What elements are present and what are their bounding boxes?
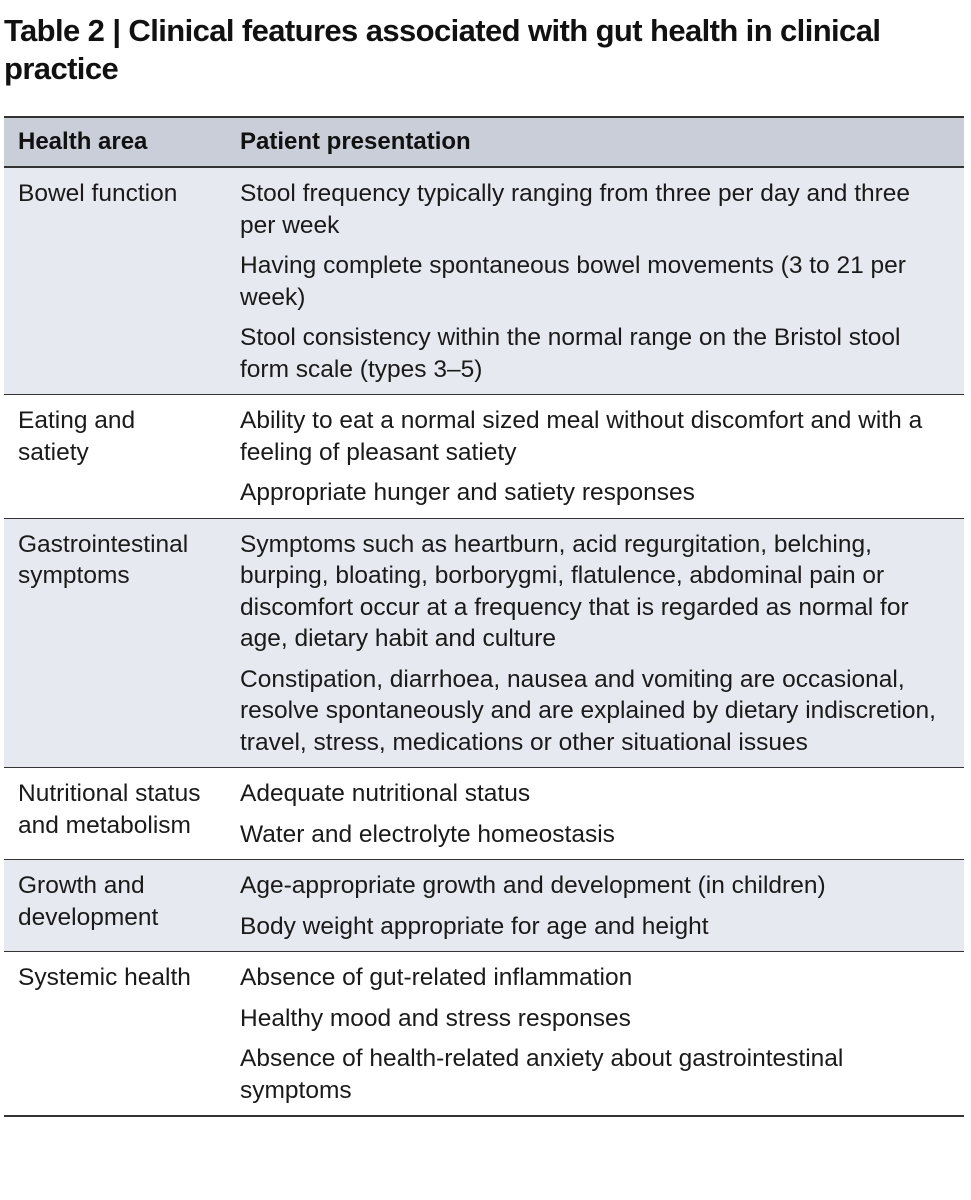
- health-area-cell: Nutritional status and metabolism: [4, 768, 226, 860]
- table-row-bowel-function: [4, 167, 964, 395]
- presentation-item: Absence of gut-related inflammation: [240, 964, 633, 991]
- presentation-cell: [226, 860, 964, 952]
- presentation-item: Body weight appropriate for age and height: [240, 912, 709, 940]
- clinical-features-table: [4, 118, 964, 1117]
- presentation-item: Water and electrolyte homeostasis: [240, 820, 615, 848]
- health-area-cell: Gastrointestinal symptoms: [4, 518, 226, 768]
- column-header-health-area: Health area: [4, 118, 226, 167]
- presentation-item: Constipation, diarrhoea, nausea and vomiting are occasional, resolve spontaneously and are explained by dietary indiscretion, travel, stress, medications or other situational issues: [240, 665, 936, 756]
- presentation-cell: [226, 518, 964, 768]
- presentation-item: Stool consistency within the normal range on the Bristol stool form scale (types 3–5): [240, 324, 901, 383]
- presentation-item: Having complete spontaneous bowel movements (3 to 21 per week): [240, 252, 906, 311]
- presentation-cell: [226, 768, 964, 860]
- presentation-item: Appropriate hunger and satiety responses: [240, 479, 695, 506]
- table-header-row: [4, 118, 964, 167]
- presentation-cell: [226, 395, 964, 519]
- table-row-gastrointestinal-symptoms: [4, 518, 964, 768]
- health-area-cell: Growth and development: [4, 860, 226, 952]
- presentation-item: Healthy mood and stress responses: [240, 1004, 631, 1032]
- table-title: Table 2 | Clinical features associated with gut health in clinical practice: [4, 13, 881, 86]
- presentation-cell: [226, 952, 964, 1117]
- presentation-item: Stool frequency typically ranging from three per day and three per week: [240, 180, 911, 239]
- table-row-nutritional-status: [4, 768, 964, 860]
- presentation-item: Symptoms such as heartburn, acid regurgitation, belching, burping, bloating, borborygmi, flatulence, abdominal pain or discomfort occur at a frequency that is regarded as normal for age, dietary habit and culture: [240, 530, 909, 652]
- table-row-systemic-health: [4, 952, 964, 1117]
- presentation-item: Ability to eat a normal sized meal without discomfort and with a feeling of pleasant satiety: [240, 407, 923, 466]
- table-row-eating-and-satiety: [4, 395, 964, 519]
- column-header-patient-presentation: Patient presentation: [226, 118, 964, 167]
- presentation-item: Adequate nutritional status: [240, 780, 531, 807]
- presentation-item: Age-appropriate growth and development (in children): [240, 872, 826, 899]
- health-area-cell: Systemic health: [4, 952, 226, 1117]
- presentation-cell: [226, 167, 964, 395]
- presentation-item: Absence of health-related anxiety about gastrointestinal symptoms: [240, 1045, 844, 1104]
- health-area-cell: Eating and satiety: [4, 395, 226, 519]
- health-area-cell: Bowel function: [4, 167, 226, 395]
- table-row-growth-and-development: [4, 860, 964, 952]
